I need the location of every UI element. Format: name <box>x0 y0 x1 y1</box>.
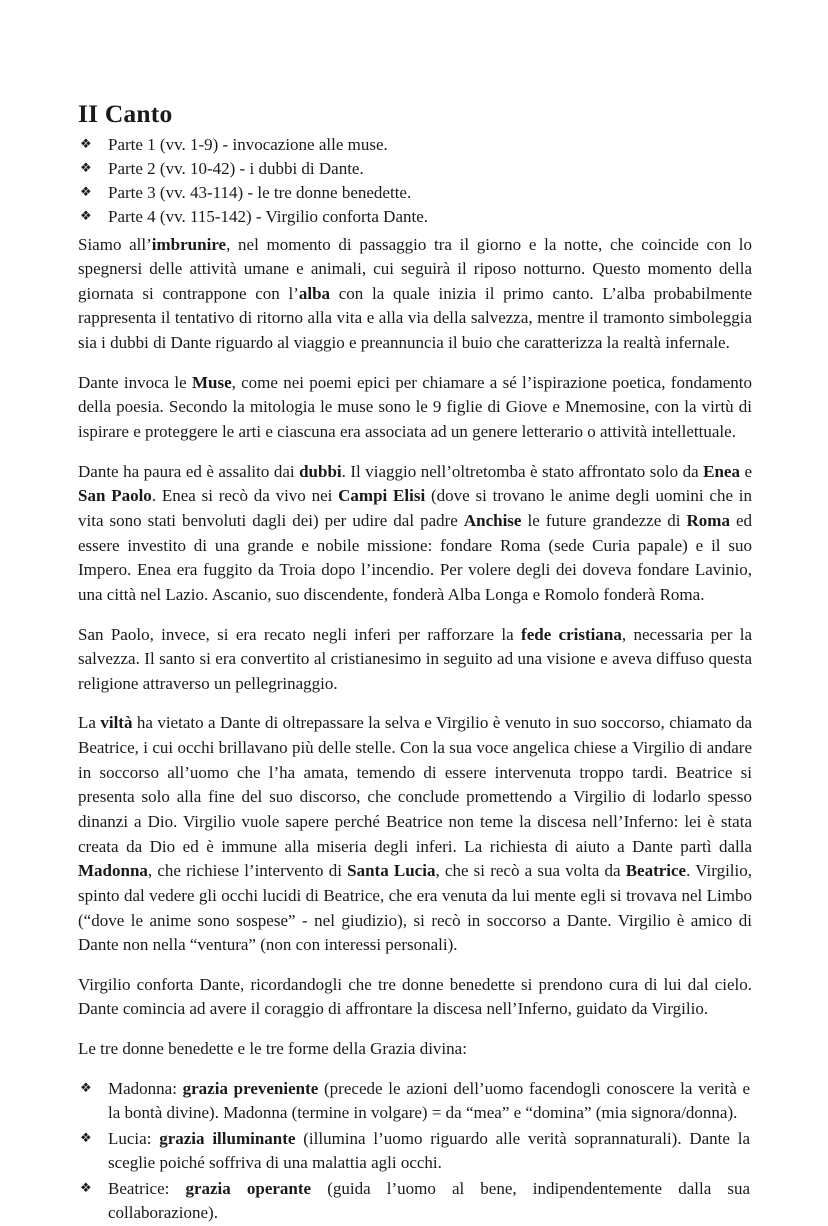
text-run: , che richiese l’intervento di <box>147 861 348 881</box>
diamond-bullet-icon: ❖ <box>80 185 92 201</box>
text-run: con la quale inizia il primo canto. L’alba probabilmente rappresenta il tentativo di ritorno alla vita e alla via della salvezza, mentre il tramonto simboleggia sia i dubbi di Dante riguardo al viaggio e preannuncia il buio che caratterizza la realtà infernale. <box>78 283 752 353</box>
list-item <box>78 1127 752 1175</box>
paragraph-muse <box>78 371 752 445</box>
list-item-text: Parte 3 (vv. 43-114) - le tre donne benedette. <box>108 183 412 203</box>
diamond-bullet-icon: ❖ <box>80 1181 92 1197</box>
emphasis-san-paolo: San Paolo <box>78 486 152 506</box>
emphasis-anchise: Anchise <box>463 510 522 530</box>
text-run: Dante invoca le <box>78 372 192 392</box>
list-item-text: (precede le azioni dell’uomo facendogli conoscere la verità e la bontà divine). Madonna (termine in volgare) = da “mea” e “domina” (mia signora/donna). <box>108 1078 751 1122</box>
emphasis-santa-lucia: Santa Lucia <box>347 861 436 881</box>
text-run: ha vietato a Dante di oltrepassare la selva e Virgilio è venuto in suo soccorso, chiamato da Beatrice, i cui occhi brillavano più delle stelle. Con la sua voce angelica chiese a Virgilio di andare in soccorso all’uomo che l’ha amata, temendo di essere intervenuta troppo tardi. Beatrice si presenta solo alla fine del suo discorso, che conclude promettendo a Virgilio di lodarlo spesso dinanzi a Dio. Virgilio vuole sapere perché Beatrice non teme la discesa nell’Inferno: lei è stata creata da Dio ed è immune alla miseria degli inferi. La richiesta di aiuto a Dante partì dalla <box>78 713 752 856</box>
emphasis-grazia-preveniente: grazia preveniente <box>182 1078 319 1098</box>
paragraph-grazia-intro: Le tre donne benedette e le tre forme della Grazia divina: <box>78 1039 467 1059</box>
text-run: . Virgilio, spinto dal vedere gli occhi lucidi di Beatrice, che era venuta da lui mente egli si trovava nel Limbo (“dove le anime sono sospese” - nel giudizio), si recò in soccorso a Dante. Virgilio è amico di Dante non nella “ventura” (non con interessi personali). <box>78 861 752 955</box>
diamond-bullet-icon: ❖ <box>80 161 92 177</box>
text-run: San Paolo, invece, si era recato negli inferi per rafforzare la <box>78 624 522 644</box>
text-run: , necessaria per la salvezza. Il santo si era convertito al cristianesimo in seguito ad una visione e aveva diffuso questa religione attraverso un pellegrinaggio. <box>78 624 752 693</box>
text-run: e <box>739 461 752 481</box>
paragraph-san-paolo <box>78 623 752 697</box>
text-run: . Enea si recò da vivo nei <box>151 486 339 506</box>
paragraph-conforta: Virgilio conforta Dante, ricordandogli che tre donne benedette si prendono cura di lui dal cielo. Dante comincia ad avere il coraggio di affrontare la discesa nell’Inferno, guidato da Virgilio. <box>78 974 752 1019</box>
list-item-text: Parte 2 (vv. 10-42) - i dubbi di Dante. <box>108 159 364 179</box>
emphasis-campi-elisi: Campi Elisi <box>338 486 426 506</box>
page-title: II Canto <box>78 99 173 128</box>
emphasis-roma: Roma <box>686 510 730 530</box>
text-run: , nel momento di passaggio tra il giorno e la notte, che coincide con lo spegnersi delle attività umane e animali, cui seguirà il riposo notturno. Questo momento della giornata si contrappone con l’ <box>78 234 752 303</box>
list-item-text: (guida l’uomo al bene, indipendentemente dalla sua collaborazione). <box>108 1179 750 1223</box>
emphasis-fede-cristiana: fede cristiana <box>521 624 622 644</box>
list-item <box>78 1077 752 1125</box>
diamond-bullet-icon: ❖ <box>80 209 92 225</box>
emphasis-muse: Muse <box>191 372 232 392</box>
emphasis-beatrice: Beatrice <box>625 861 687 881</box>
list-item-text: Parte 1 (vv. 1-9) - invocazione alle muse. <box>108 135 388 155</box>
text-run: La <box>78 713 101 733</box>
text-run: Siamo all’ <box>78 234 152 254</box>
list-item-text: (illumina l’uomo riguardo alle verità soprannaturali). Dante la sceglie poiché soffriva di una malattia agli occhi. <box>108 1129 750 1173</box>
text-run: . Il viaggio nell’oltretomba è stato affrontato solo da <box>341 461 704 481</box>
text-run: , come nei poemi epici per chiamare a sé l’ispirazione poetica, fondamento della poesia. Secondo la mitologia le muse sono le 9 figlie di Giove e Mnemosine, con la virtù di ispirare e proteggere le arti e ciascuna era associata ad un genere letterario o attività intellettuale. <box>78 372 752 442</box>
diamond-bullet-icon: ❖ <box>80 1131 92 1147</box>
list-item-text: Parte 4 (vv. 115-142) - Virgilio conforta Dante. <box>108 207 429 227</box>
text-run: (dove si trovano le anime degli uomini che in vita sono stati benvoluti dagli dei) per udire dal padre <box>78 486 752 530</box>
list-item <box>78 133 752 157</box>
emphasis-alba: alba <box>298 283 331 303</box>
list-item-label: Lucia: <box>108 1129 160 1149</box>
list-item <box>78 157 752 181</box>
emphasis-grazia-illuminante: grazia illuminante <box>159 1129 296 1149</box>
emphasis-imbrunire: imbrunire <box>151 234 227 254</box>
emphasis-dubbi: dubbi <box>299 461 342 481</box>
paragraph-imbrunire <box>78 233 752 356</box>
list-item-label: Madonna: <box>108 1078 183 1098</box>
emphasis-vilta: viltà <box>100 713 133 733</box>
list-item-label: Beatrice: <box>108 1179 186 1199</box>
list-item <box>78 1177 752 1225</box>
list-item <box>78 205 752 229</box>
text-run: le future grandezze di <box>521 510 687 530</box>
emphasis-grazia-operante: grazia operante <box>185 1179 312 1199</box>
diamond-bullet-icon: ❖ <box>80 1080 92 1096</box>
text-run: ed essere investito di una grande e nobile missione: fondare Roma (sede Curia papale) e il suo Impero. Enea era fuggito da Troia dopo l’incendio. Per volere degli dei doveva fondare Lavinio, una città nel Lazio. Ascanio, suo discendente, fonderà Alba Longa e Romolo fonderà Roma. <box>78 510 753 604</box>
paragraph-dubbi <box>78 460 752 608</box>
parts-list <box>78 133 752 230</box>
grazia-list <box>78 1077 752 1226</box>
text-run: , che si recò a sua volta da <box>435 861 626 881</box>
emphasis-madonna: Madonna <box>78 861 148 881</box>
diamond-bullet-icon: ❖ <box>80 137 92 153</box>
list-item <box>78 181 752 205</box>
paragraph-vilta <box>78 711 752 957</box>
text-run: Dante ha paura ed è assalito dai <box>78 461 300 481</box>
emphasis-enea: Enea <box>703 461 740 481</box>
